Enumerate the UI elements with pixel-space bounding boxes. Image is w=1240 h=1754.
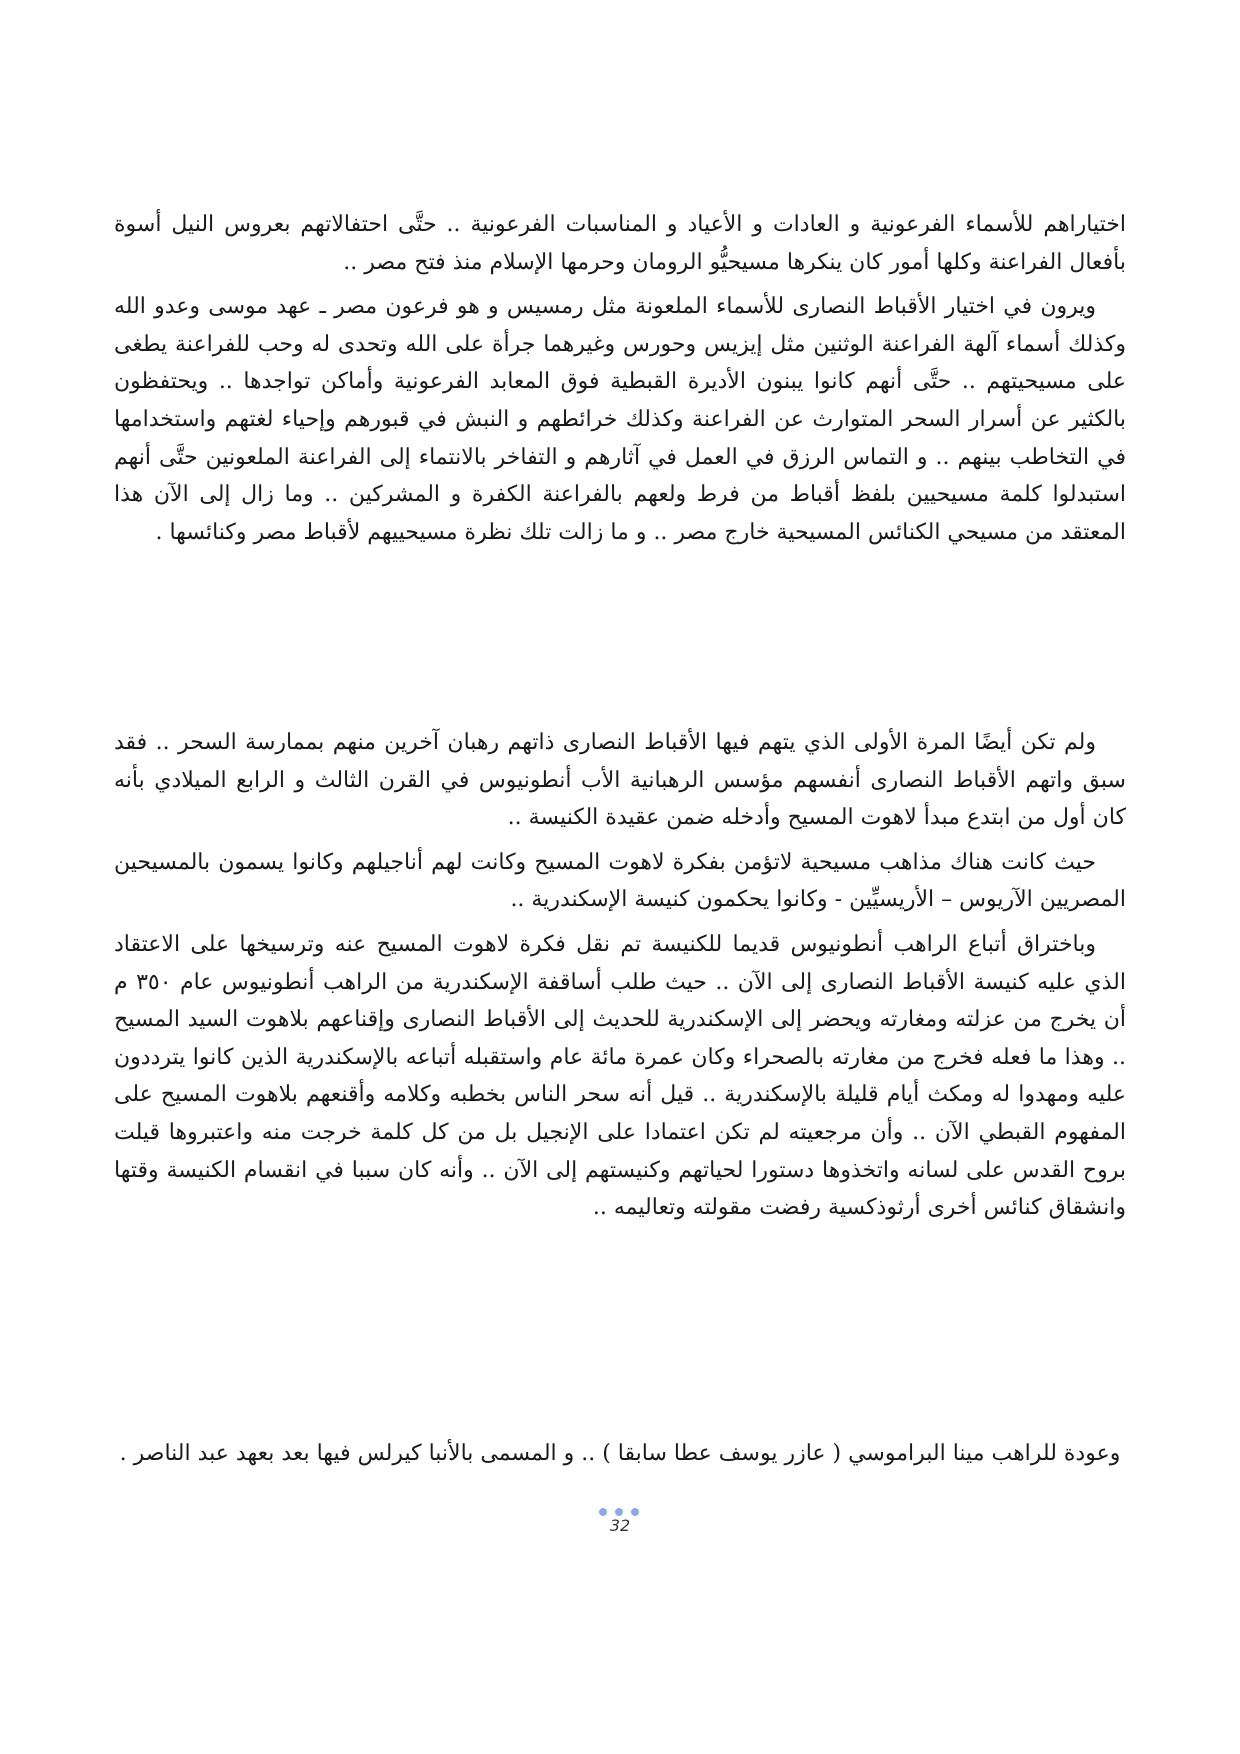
body-text-section-1 xyxy=(114,206,1126,558)
footnote-line: وعودة للراهب مينا البراموسي ( عازر يوسف عطا سابقا ) .. و المسمى بالأنبا كيرلس فيها بعد بعهد عبد الناصر . xyxy=(119,1441,1121,1466)
ornament-dot xyxy=(615,1508,623,1516)
paragraph: وباختراق أتباع الراهب أنطونيوس قديما للكنيسة تم نقل فكرة لاهوت المسيح عنه وترسيخها على الاعتقاد الذي عليه كنيسة الأقباط النصارى إلى الآن .. حيث طلب أساقفة الإسكندرية من الراهب أنطونيوس عام ٣٥٠ م أن يخرج من عزلته ومغارته ويحضر إلى الإسكندرية للحديث إلى الأقباط النصارى وإقناعهم بلاهوت السيد المسيح .. وهذا ما فعله فخرج من مغارته بالصحراء وكان عمرة مائة عام واستقبله أتباعه بالإسكندرية الذين كانوا يترددون عليه ومهدوا له ومكث أيام قليلة بالإسكندرية .. قيل أنه سحر الناس بخطبه وكلامه وأقنعهم بلاهوت المسيح على المفهوم القبطي الآن .. وأن مرجعيته لم تكن اعتمادا على الإنجيل بل من كل كلمة خرجت منه واعتبروها قيلت بروح القدس على لسانه واتخذوها دستورا لحياتهم وكنيستهم إلى الآن .. وأنه كان سببا في انقسام الكنيسة وقتها وانشقاق كنائس أخرى أرثوذكسية رفضت مقولته وتعاليمه .. xyxy=(114,931,1126,1221)
paragraph: حيث كانت هناك مذاهب مسيحية لاتؤمن بفكرة لاهوت المسيح وكانت لهم أناجيلهم وكانوا يسمون بالمسيحين المصريين الآريوس – الأريسيِّين - وكانوا يحكمون كنيسة الإسكندرية .. xyxy=(114,849,1126,913)
paragraph: ويرون في اختيار الأقباط النصارى للأسماء الملعونة مثل رمسيس و هو فرعون مصر ـ عهد موسى وعدو الله وكذلك أسماء آلهة الفراعنة الوثنين مثل إيزيس وحورس وغيرهما جرأة على الله وتحدى له وحب للفراعنة يطغى على مسيحيتهم .. حتَّى أنهم كانوا يبنون الأديرة القبطية فوق المعابد الفرعونية وأماكن تواجدها .. ويحتفظون بالكثير عن أسرار السحر المتوارث عن الفراعنة وكذلك خرائطهم و النبش في قبورهم وإحياء لغتهم واستخدامها في التخاطب بينهم .. و التماس الرزق في العمل في آثارهم و التفاخر بالانتماء إلى الفراعنة الملعونين حتَّى أنهم استبدلوا كلمة مسيحيين بلفظ أقباط من فرط ولعهم بالفراعنة الكفرة و المشركين .. وما زال إلى الآن هذا المعتقد من مسيحي الكنائس المسيحية خارج مصر .. و ما زالت تلك نظرة مسيحييهم لأقباط مصر وكنائسها . xyxy=(114,294,1126,545)
paragraph: ولم تكن أيضًا المرة الأولى الذي يتهم فيها الأقباط النصارى ذاتهم رهبان آخرين منهم بممارسة السحر .. فقد سبق واتهم الأقباط النصارى أنفسهم مؤسس الرهبانية الأب أنطونيوس في القرن الثالث و الرابع الميلادي بأنه كان أول من ابتدع مبدأ لاهوت المسيح وأدخله ضمن عقيدة الكنيسة .. xyxy=(114,730,1126,831)
paragraph: اختياراهم للأسماء الفرعونية و العادات و الأعياد و المناسبات الفرعونية .. حتَّى احتفالاتهم بعروس النيل أسوة بأفعال الفراعنة وكلها أمور كان ينكرها مسيحيُّو الرومان وحرمها الإسلام منذ فتح مصر .. xyxy=(114,212,1126,275)
footnote-section xyxy=(114,1435,1126,1480)
body-text-section-2 xyxy=(114,724,1126,1234)
ornament-dot xyxy=(631,1508,639,1516)
page-footer xyxy=(570,1508,670,1548)
page-number: 32 xyxy=(609,1516,631,1535)
ornament-dot xyxy=(599,1508,607,1516)
